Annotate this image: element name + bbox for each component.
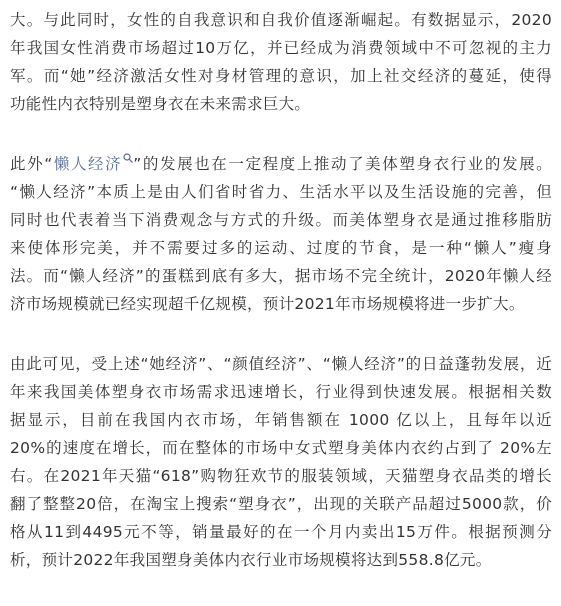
text-line: 法。而“懒人经济”的蛋糕到底有多大，据市场不完全统计，2020年懒人经 bbox=[10, 267, 552, 285]
text-segment: 此外“ bbox=[10, 155, 53, 173]
paragraph-2 bbox=[10, 150, 552, 318]
text-line: 济市场规模就已经实现超千亿规模，预计2021年市场规模将进一步扩大。 bbox=[10, 295, 525, 313]
text-line: 年来我国美体塑身衣市场需求迅速增长，行业得到快速发展。根据相关数 bbox=[10, 383, 552, 401]
text-line: 大。与此同时，女性的自我意识和自我价值逐渐崛起。有数据显示，2020 bbox=[10, 11, 552, 29]
search-icon[interactable] bbox=[123, 153, 133, 163]
text-line: 格从11到4495元不等，销量最好的在一个月内卖出15万件。根据预测分 bbox=[10, 523, 552, 541]
text-line: 年我国女性消费市场超过10万亿，并已经成为消费领域中不可忽视的主力 bbox=[10, 39, 552, 57]
paragraph-3 bbox=[10, 350, 552, 574]
text-line: 来使体形完美，并不需要过多的运动、过度的节食，是一种“懒人”瘦身 bbox=[10, 239, 552, 257]
text-line: 据显示，目前在我国内衣市场，年销售额在 1000 亿以上，且每年以近 bbox=[10, 411, 552, 429]
text-line: 翻了整整20倍，在淘宝上搜索“塑身衣”，出现的关联产品超过5000款，价 bbox=[10, 495, 552, 513]
article-body bbox=[10, 6, 552, 606]
text-line: 军。而“她”经济激活女性对身材管理的意识，加上社交经济的蔓延，使得 bbox=[10, 67, 552, 85]
text-line: 同时也代表着当下消费观念与方式的升级。而美体塑身衣是通过推移脂肪 bbox=[10, 211, 552, 229]
text-line: 析，预计2022年我国塑身美体内衣行业市场规模将达到558.8亿元。 bbox=[10, 551, 492, 569]
lazy-economy-search-link[interactable] bbox=[53, 155, 134, 173]
text-line: “懒人经济”本质上是由人们省时省力、生活水平以及生活设施的完善，但 bbox=[10, 183, 552, 201]
text-line: 20%的速度在增长，而在整体的市场中女式塑身美体内衣约占到了 20%左 bbox=[10, 439, 552, 457]
text-line: 由此可见，受上述“她经济”、“颜值经济”、“懒人经济”的日益蓬勃发展，近 bbox=[10, 355, 552, 373]
paragraph-1 bbox=[10, 6, 552, 118]
text-line-with-link bbox=[10, 150, 552, 178]
text-segment: ”的发展也在一定程度上推动了美体塑身衣行业的发展。 bbox=[133, 155, 552, 173]
link-label[interactable]: 懒人经济 bbox=[52, 155, 123, 173]
text-line: 右。在2021年天猫“618”购物狂欢节的服装领域，天猫塑身衣品类的增长 bbox=[10, 467, 552, 485]
text-line: 功能性内衣特别是塑身衣在未来需求巨大。 bbox=[10, 95, 311, 113]
